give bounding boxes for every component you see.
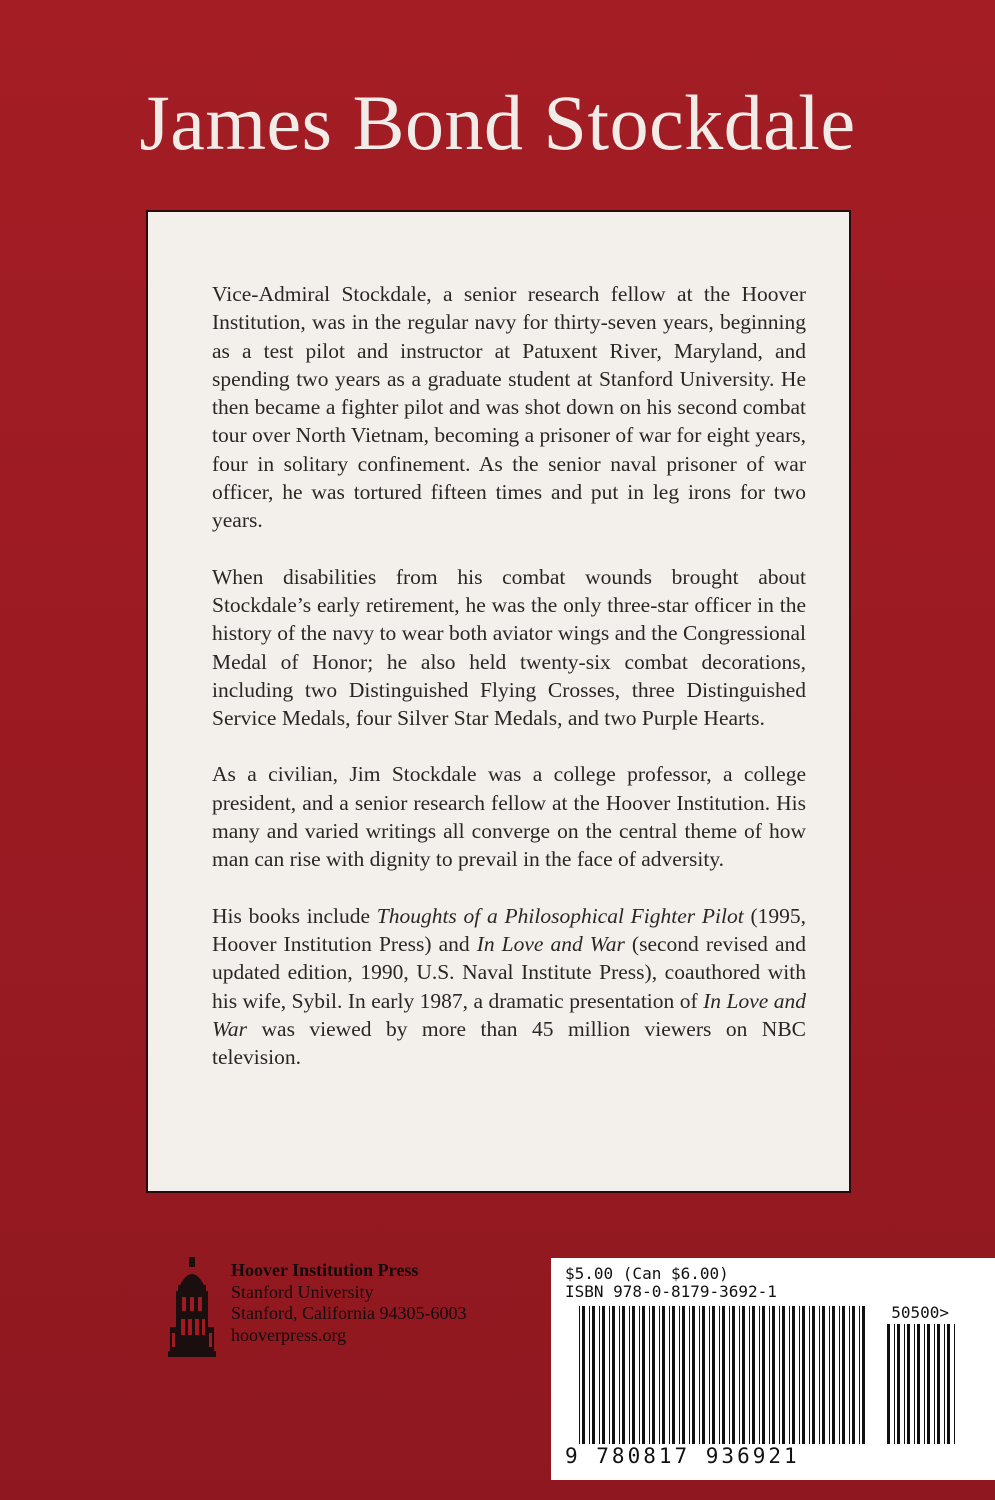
barcode-bar bbox=[719, 1306, 720, 1444]
barcode-bar bbox=[759, 1306, 760, 1444]
barcode-bar bbox=[599, 1306, 600, 1444]
barcode-bar bbox=[649, 1306, 650, 1444]
barcode-bar bbox=[662, 1306, 665, 1444]
bio-paragraph-books bbox=[212, 902, 806, 1072]
barcode-bar bbox=[682, 1306, 685, 1444]
author-title: James Bond Stockdale bbox=[139, 79, 856, 166]
barcode-bar bbox=[927, 1324, 930, 1444]
barcode-bar bbox=[862, 1306, 865, 1444]
barcode-bar bbox=[749, 1306, 750, 1444]
barcode-bar bbox=[589, 1306, 590, 1444]
barcode-bar bbox=[762, 1306, 765, 1444]
barcode-bar bbox=[592, 1306, 595, 1444]
hoover-tower-logo-icon bbox=[166, 1257, 218, 1357]
barcode-bar bbox=[669, 1306, 670, 1444]
barcode-bar bbox=[739, 1306, 740, 1444]
barcode-bar bbox=[609, 1306, 610, 1444]
book-title: In Love and War bbox=[212, 988, 807, 1041]
barcode-digits: 9 780817 936921 bbox=[565, 1444, 800, 1468]
barcode-bar bbox=[839, 1306, 840, 1444]
barcode-bar bbox=[944, 1324, 945, 1444]
barcode-bar bbox=[699, 1306, 700, 1444]
text: His books include bbox=[212, 903, 377, 928]
barcode-bar bbox=[842, 1306, 845, 1444]
barcode-bar bbox=[779, 1306, 780, 1444]
barcode-bar bbox=[832, 1306, 835, 1444]
barcode-bar bbox=[782, 1306, 785, 1444]
publisher-affiliation: Stanford University bbox=[231, 1281, 374, 1302]
book-title: In Love and War bbox=[476, 931, 625, 956]
text: (second revised and updated edition, 1990, U.S. Naval Institute Press), coauthored with his wife, Sybil. In early 1987, a dramatic presentation of bbox=[212, 931, 807, 1013]
barcode-bar bbox=[894, 1324, 895, 1444]
barcode-bar bbox=[702, 1306, 705, 1444]
barcode-bar bbox=[887, 1324, 890, 1444]
isbn-text: ISBN 978-0-8179-3692-1 bbox=[565, 1282, 777, 1301]
barcode-bar bbox=[914, 1324, 915, 1444]
barcode-bar bbox=[924, 1324, 925, 1444]
barcode-bar bbox=[907, 1324, 910, 1444]
barcode-bar bbox=[659, 1306, 660, 1444]
publisher-website: hooverpress.org bbox=[231, 1324, 347, 1345]
publisher-address: Stanford, California 94305-6003 bbox=[231, 1303, 467, 1323]
barcode-bar bbox=[789, 1306, 790, 1444]
barcode-bar bbox=[829, 1306, 830, 1444]
barcode-bar bbox=[897, 1324, 900, 1444]
barcode-bar bbox=[772, 1306, 775, 1444]
barcode-bar bbox=[934, 1324, 935, 1444]
barcode-bar bbox=[712, 1306, 715, 1444]
barcode-bar bbox=[822, 1306, 825, 1444]
publisher-name: Hoover Institution Press bbox=[231, 1260, 419, 1280]
barcode-bar bbox=[639, 1306, 640, 1444]
barcode-bar bbox=[752, 1306, 755, 1444]
barcode-bar bbox=[812, 1306, 815, 1444]
barcode-bar bbox=[904, 1324, 905, 1444]
barcode-bar bbox=[732, 1306, 735, 1444]
barcode-bar bbox=[769, 1306, 770, 1444]
barcode-bar bbox=[849, 1306, 850, 1444]
price-addon-code: 50500> bbox=[891, 1303, 949, 1322]
barcode-bar bbox=[799, 1306, 800, 1444]
bio-paragraph: Vice-Admiral Stockdale, a senior research fellow at the Hoover Institution, was in the regular navy for thirty-seven years, beginning as a test pilot and instructor at Patuxent River, Maryland, and spending two years as a graduate student at Stanford University. He then became a fighter pilot and was shot down on his second combat tour over North Vietnam, becoming a prisoner of war for eight years, four in solitary confinement. As the senior naval prisoner of war officer, he was tortured fifteen times and put in leg irons for two years. bbox=[212, 282, 806, 533]
text: (1995, Hoover Institution Press) and bbox=[212, 903, 806, 956]
barcode-bar bbox=[742, 1306, 745, 1444]
barcode-bar bbox=[859, 1306, 860, 1444]
price-text: $5.00 (Can $6.00) bbox=[565, 1264, 729, 1283]
barcode-bar bbox=[917, 1324, 920, 1444]
barcode-bar bbox=[692, 1306, 695, 1444]
bio-paragraph: When disabilities from his combat wounds brought about Stockdale’s early retirement, he was the only three-star officer in the history of the navy to wear both aviator wings and the Congressional Medal of Honor; he also held twenty-six combat decorations, including two Distinguished Flying Crosses, three Distinguished Service Medals, four Silver Star Medals, and two Purple Hearts. bbox=[212, 564, 806, 731]
barcode-bar bbox=[954, 1324, 955, 1444]
barcode-bar bbox=[619, 1306, 620, 1444]
barcode-bar bbox=[622, 1306, 625, 1444]
barcode-label bbox=[551, 1258, 995, 1480]
publisher-info bbox=[231, 1260, 466, 1346]
book-title: Thoughts of a Philosophical Fighter Pilot bbox=[376, 903, 744, 928]
barcode-bar bbox=[679, 1306, 680, 1444]
barcode-bar bbox=[579, 1306, 580, 1444]
barcode-bar bbox=[632, 1306, 635, 1444]
barcode-bar bbox=[722, 1306, 725, 1444]
barcode-bar bbox=[792, 1306, 795, 1444]
barcode-bar bbox=[729, 1306, 730, 1444]
barcode-bar bbox=[802, 1306, 805, 1444]
barcode-bar bbox=[642, 1306, 645, 1444]
barcode-bar bbox=[852, 1306, 855, 1444]
barcode-bar bbox=[672, 1306, 675, 1444]
barcode-bar bbox=[629, 1306, 630, 1444]
barcode-bar bbox=[937, 1324, 940, 1444]
bio-paragraph: As a civilian, Jim Stockdale was a college professor, a college president, and a senior research fellow at the Hoover Institution. His many and varied writings all converge on the central theme of how man can rise with dignity to prevail in the face of adversity. bbox=[212, 762, 806, 872]
barcode-bar bbox=[947, 1324, 950, 1444]
author-bio bbox=[212, 280, 806, 1099]
barcode-bar bbox=[602, 1306, 605, 1444]
barcode-bar bbox=[819, 1306, 820, 1444]
text: was viewed by more than 45 million viewers on NBC television. bbox=[212, 1016, 806, 1070]
barcode-bar bbox=[612, 1306, 615, 1444]
barcode-bar bbox=[689, 1306, 690, 1444]
barcode-bar bbox=[582, 1306, 585, 1444]
barcode-bar bbox=[709, 1306, 710, 1444]
barcode-bar bbox=[809, 1306, 810, 1444]
barcode-bar bbox=[652, 1306, 655, 1444]
